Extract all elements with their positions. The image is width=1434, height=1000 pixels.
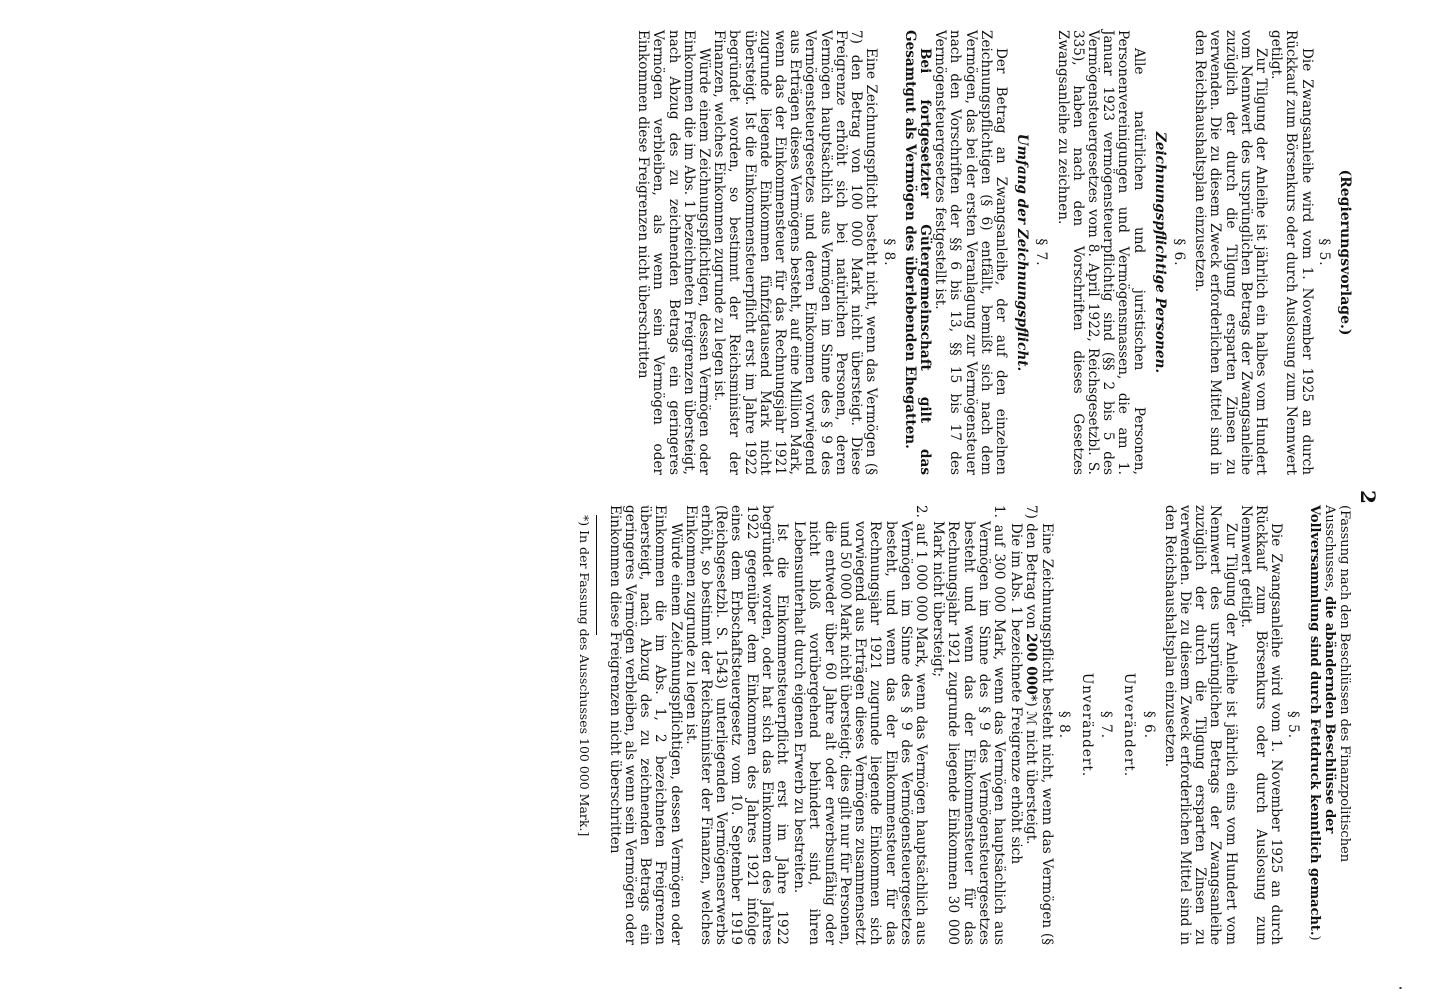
- footnote-divider: [596, 515, 597, 635]
- paragraph: Zur Tilgung der Anleihe ist jährlich ein halbes vom Hundert vom Nennwert des ursprünglichen Betrags der Zwangsanleihe zuzüglich der durch die Tilgung ersparten Zinsen zu verwenden. Die zu diesem Zweck erforderlichen Mittel sind in den Reichshaushaltsplan einzusetzen.: [1192, 30, 1269, 475]
- text: *) ℳ nicht übersteigt.: [1023, 694, 1040, 845]
- right-column: [576, 505, 1362, 945]
- right-section-8: [607, 505, 1071, 945]
- heading-bold: die abändernden Beschlüsse der Vollversammlung sind durch Fettdruck kenntlich gemacht.: [1306, 505, 1337, 936]
- unchanged-note: Unverändert.: [1121, 672, 1138, 778]
- right-section-5: [1162, 505, 1301, 945]
- paragraph: Die Zwangsanleihe wird vom 1. November 1925 an durch Rückkauf zum Börsenkurs oder durch Auslosung zum Nennwert getilgt.: [1268, 30, 1315, 475]
- section-number: § 5.: [1315, 238, 1332, 267]
- right-section-7: [1079, 505, 1113, 945]
- section-number: § 6.: [1170, 238, 1187, 267]
- paragraph-bold: Bei fortgesetzter Gütergemeinschaft gilt das Gesamtgut als Vermögen des überlebenden Ehegatten.: [901, 30, 933, 475]
- left-section-8: [635, 30, 895, 475]
- page-number: 2: [1356, 490, 1380, 504]
- paragraph: [1023, 505, 1053, 945]
- digitization-credit-text: ·: [1395, 986, 1407, 990]
- heading-suffix: ): [1306, 935, 1322, 941]
- paragraph: Der Betrag an Zwangsanleihe, der auf den einzelnen Zeichnungspflichtigen (§ 6) entfällt, bemißt sich nach dem Vermögen, das bei der ersten Veranlagung zur Vermögensteuer nach den Vorschriften der §§ 6 bis 13, §§ 15 bis 17 des Vermögensteuergesetzes festgestellt ist.: [932, 30, 1009, 475]
- left-section-7: [902, 30, 1049, 475]
- paragraph: Die Zwangsanleihe wird vom 1. November 1925 an durch Rückkauf zum Börsenkurs oder durch Auslosung zum Nennwert getilgt.: [1237, 505, 1285, 945]
- right-section-6: [1121, 505, 1155, 945]
- paragraph: Alle natürlichen und juristischen Personen, Personenvereinigungen und Vermögensmassen, die am 1. Januar 1923 vermögensteuerpflichtig sind (§§ 2 bis 5 des Vermögensteuergesetzes vom 8. April 1922, Reichsgesetzbl. S. 335), haben nach den Vorschriften dieses Gesetzes Zwangsanleihe zu zeichnen.: [1054, 30, 1147, 475]
- section-title: Zeichnungspflichtige Personen.: [1151, 131, 1168, 374]
- unchanged-note: Unverändert.: [1078, 672, 1095, 778]
- right-column-heading: [1306, 505, 1352, 945]
- left-column: [629, 30, 1362, 475]
- left-column-heading: (Regierungsvorlage.): [1337, 169, 1353, 336]
- left-section-5: [1192, 30, 1331, 475]
- paragraph: Ist die Einkommensteuerpflicht erst im Jahre 1922 begründet worden, oder hat sich das Einkommen des Jahres 1922 gegenüber dem Einkommen des Jahres 1921 infolge eines dem Erbschaftsteuergesetz vom 10. September 1919 (Reichsgesetzbl. S. 1543) unterliegenden Vermögenserwerbs erhöht, so bestimmt der Reichsminister der Finanzen, welches Einkommen zugrunde zu legen ist.: [682, 505, 791, 945]
- section-number: § 6.: [1140, 710, 1157, 740]
- paragraph: Die im Abs. 1 bezeichnete Freigrenze erhöht sich: [1008, 523, 1025, 865]
- section-number: § 8.: [1055, 710, 1072, 740]
- amount-bold: 200 000: [1023, 633, 1040, 695]
- paragraph: Würde einem Zeichnungspflichtigen, dessen Vermögen oder Einkommen die im Abs. 1, 2 bezeichneten Freigrenzen übersteigt, nach Abzug des zu zeichnenden Betrags ein geringeres Vermögen verbleiben, als wenn sein Vermögen oder Einkommen diese Freigrenzen nicht überschritten: [606, 505, 684, 945]
- footnote: *) In der Fassung des Ausschusses 100 000 Mark.]: [576, 515, 592, 837]
- section-title: Umfang der Zeichnungspflicht.: [1014, 133, 1031, 372]
- paragraph: Würde einem Zeichnungspflichtigen, dessen Vermögen oder Einkommen die im Abs. 1 bezeichneten Freigrenzen übersteigt, nach Abzug des zu zeichnenden Betrags ein geringeres Vermögen verbleiben, als wenn sein Vermögen oder Einkommen diese Freigrenzen nicht überschritten: [635, 30, 713, 475]
- section-number: § 5.: [1285, 710, 1302, 740]
- heading-prefix: (Fassung nach den Beschlüssen des Finanzpolitischen Ausschusses,: [1321, 505, 1352, 863]
- left-section-6: [1054, 30, 1186, 475]
- section-number: § 7.: [1098, 710, 1115, 740]
- paragraph: Eine Zeichnungspflicht besteht nicht, wenn das Vermögen (§ 7) den Betrag von 100 000 Mark nicht übersteigt. Diese Freigrenze erhöht sich bei natürlichen Personen, deren Vermögen hauptsächlich aus Vermögen im Sinne des § 9 des Vermögensteuergesetzes und deren Einkommen vorwiegend aus Erträgen dieses Vermögens besteht, auf eine Million Mark, wenn das der Einkommensteuer für das Rechnungsjahr 1921 zugrunde liegende Einkommen fünfzigtausend Mark nicht übersteigt. Ist die Einkommensteuerpflicht erst im Jahre 1922 begründet worden, so bestimmt der Reichsminister der Finanzen, welches Einkommen zugrunde zu legen ist.: [711, 30, 880, 475]
- paragraph: Zur Tilgung der Anleihe ist jährlich eins vom Hundert vom Nennwert des ursprünglichen Betrags der Zwangsanleihe zuzüglich der durch die Tilgung ersparten Zinsen zu verwenden. Die zu diesem Zweck erforderlichen Mittel sind in den Reichshaushaltsplan einzusetzen.: [1161, 505, 1239, 945]
- section-number: § 7.: [1033, 238, 1050, 267]
- digitization-credit: [1395, 0, 1434, 1000]
- list-item: 2. auf 1 000 000 Mark, wenn das Vermögen hauptsächlich aus Vermögen im Sinne des § 9 des Vermögensteuergesetzes besteht, und wenn das der Einkommensteuer für das Rechnungsjahr 1921 zugrunde liegende Einkommen sich vorwiegend aus Erträgen dieses Vermögens zusammensetzt und 50 000 Mark nicht übersteigt; dies gilt nur für Personen, die entweder über 60 Jahre alt oder erwerbsunfähig oder nicht bloß vorübergehend behindert sind, ihren Lebensunterhalt durch eigenen Erwerb zu bestreiten.: [791, 505, 929, 945]
- text: Eine Zeichnungspflicht besteht nicht, wenn das Vermögen (§ 7) den Betrag von: [1023, 505, 1055, 945]
- list-item: 1. auf 300 000 Mark, wenn das Vermögen hauptsächlich aus Vermögen im Sinne des § 9 des Vermögensteuergesetzes besteht und wenn das der Einkommensteuer für das Rechnungsjahr 1921 zugrunde liegende Einkommen 30 000 Mark nicht übersteigt;: [930, 505, 1007, 945]
- section-number: § 8.: [880, 238, 897, 267]
